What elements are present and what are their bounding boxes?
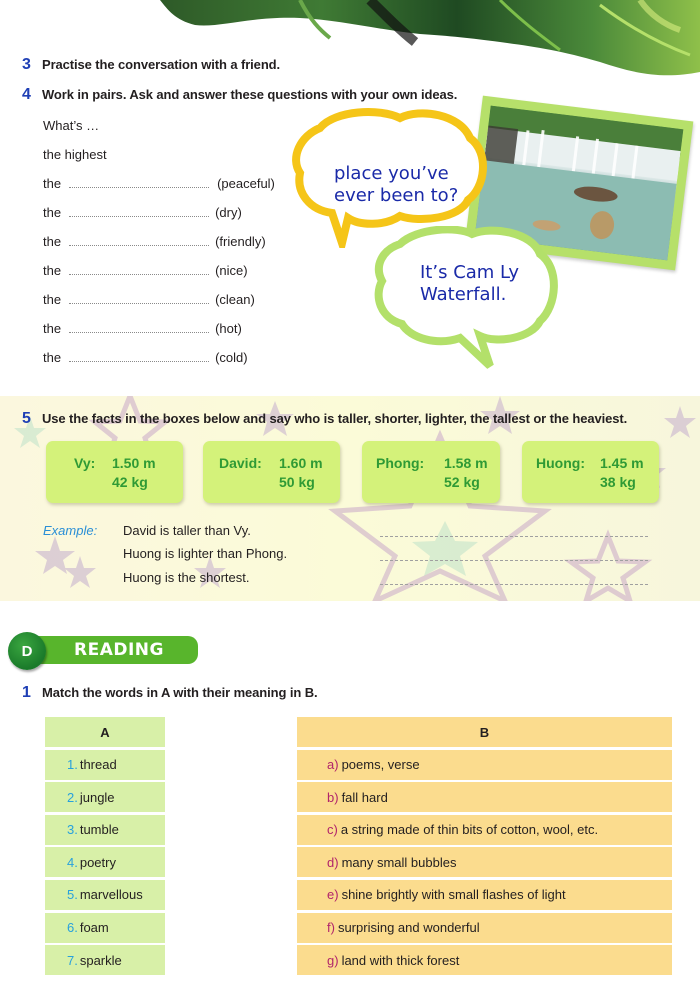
meaning-text: poems, verse — [341, 757, 420, 773]
meaning-text: a string made of thin bits of cotton, wool, etc. — [340, 822, 599, 838]
meaning-item[interactable] — [297, 750, 672, 780]
height-value: 1.50 m — [112, 455, 156, 471]
prefix: the — [43, 234, 62, 249]
answer-blank[interactable] — [69, 178, 209, 188]
word-item[interactable] — [45, 782, 165, 812]
blank-row — [43, 176, 275, 191]
answer-blank[interactable] — [69, 323, 209, 333]
fact-box-huong — [522, 441, 659, 503]
prefix: the — [43, 292, 62, 307]
word-item[interactable] — [45, 945, 165, 975]
bubble-line: It’s Cam Ly — [420, 262, 520, 283]
column-header: B — [297, 717, 672, 747]
adjective-hint: (hot) — [215, 321, 242, 336]
person-name: David: — [219, 455, 262, 471]
item-index: a) — [327, 757, 339, 773]
instruction-text: Practise the conversation with a friend. — [42, 57, 281, 72]
meaning-item[interactable] — [297, 815, 672, 845]
answer-blank[interactable] — [69, 352, 209, 362]
item-index: f) — [327, 920, 335, 936]
adjective-hint: (friendly) — [215, 234, 266, 249]
instruction-text: Work in pairs. Ask and answer these questions with your own ideas. — [42, 87, 458, 102]
column-b-meanings — [297, 717, 672, 978]
reading-q1-instruction — [22, 684, 318, 702]
answer-blank[interactable] — [69, 236, 209, 246]
adjective-hint: (clean) — [215, 292, 255, 307]
answer-line[interactable] — [380, 560, 648, 561]
prefix: the — [43, 263, 62, 278]
example-sentence: David is taller than Vy. — [123, 523, 251, 538]
prompt-text: What’s … — [43, 118, 100, 133]
item-index: 6. — [67, 920, 78, 936]
fact-box-phong — [362, 441, 500, 503]
meaning-item[interactable] — [297, 880, 672, 910]
column-a-words — [45, 717, 165, 978]
question-bubble-text — [334, 163, 458, 207]
section-number: 5 — [22, 410, 31, 427]
answer-line[interactable] — [380, 584, 648, 585]
meaning-item[interactable] — [297, 945, 672, 975]
word-text: marvellous — [79, 887, 143, 903]
adjective-hint: (peaceful) — [217, 176, 275, 191]
adjective-hint: (nice) — [215, 263, 248, 278]
word-text: sparkle — [79, 952, 122, 968]
word-text: jungle — [79, 789, 115, 805]
instruction-text: Match the words in A with their meaning in B. — [42, 685, 318, 700]
meaning-item[interactable] — [297, 782, 672, 812]
item-index: 3. — [67, 822, 78, 838]
meaning-text: land with thick forest — [341, 952, 460, 968]
bubble-line: Waterfall. — [420, 284, 507, 305]
item-index: 5. — [67, 887, 78, 903]
section-3-instruction — [22, 56, 280, 74]
answer-blank[interactable] — [69, 207, 209, 217]
word-text: poetry — [79, 854, 116, 870]
blank-row — [43, 205, 242, 220]
example-sentence: Huong is lighter than Phong. — [123, 546, 288, 561]
example-line: the highest — [43, 147, 107, 162]
answer-bubble-text — [420, 262, 519, 306]
weight-value: 42 kg — [112, 474, 148, 490]
item-index: 4. — [67, 854, 78, 870]
adjective-hint: (cold) — [215, 350, 248, 365]
height-value: 1.60 m — [279, 455, 323, 471]
blank-row — [43, 350, 248, 365]
bubble-line: place you’ve — [334, 163, 449, 184]
section-4-instruction — [22, 86, 457, 104]
answer-blank[interactable] — [69, 265, 209, 275]
section-number: 1 — [22, 684, 31, 701]
item-index: d) — [327, 854, 339, 870]
fact-box-david — [203, 441, 340, 503]
example-sentence: Huong is the shortest. — [123, 570, 250, 585]
person-name: Phong: — [376, 455, 425, 471]
meaning-text: many small bubbles — [341, 854, 457, 870]
meaning-item[interactable] — [297, 847, 672, 877]
word-text: thread — [79, 757, 117, 773]
section-badge: D — [8, 632, 46, 670]
adjective-hint: (dry) — [215, 205, 242, 220]
item-index: c) — [327, 822, 338, 838]
item-index: b) — [327, 789, 339, 805]
section-number: 3 — [22, 56, 31, 73]
item-index: e) — [327, 887, 339, 903]
meaning-item[interactable] — [297, 913, 672, 943]
weight-value: 52 kg — [444, 474, 480, 490]
blank-row — [43, 321, 242, 336]
answer-blank[interactable] — [69, 294, 209, 304]
word-item[interactable] — [45, 847, 165, 877]
weight-value: 50 kg — [279, 474, 315, 490]
prefix: the — [43, 205, 62, 220]
prefix: the — [43, 176, 62, 191]
meaning-text: shine brightly with small flashes of light — [341, 887, 566, 903]
answer-line[interactable] — [380, 536, 648, 537]
section-number: 4 — [22, 86, 31, 103]
height-value: 1.45 m — [600, 455, 644, 471]
blank-row — [43, 292, 255, 307]
meaning-text: fall hard — [341, 789, 388, 805]
item-index: 7. — [67, 952, 78, 968]
section-title: READING — [74, 640, 164, 660]
word-text: foam — [79, 920, 109, 936]
section-5-instruction — [22, 410, 627, 428]
weight-value: 38 kg — [600, 474, 636, 490]
blank-row — [43, 263, 248, 278]
prefix: the — [43, 321, 62, 336]
column-header: A — [45, 717, 165, 747]
person-name: Vy: — [74, 455, 96, 471]
word-item[interactable] — [45, 815, 165, 845]
word-text: tumble — [79, 822, 119, 838]
prefix: the — [43, 350, 62, 365]
instruction-text: Use the facts in the boxes below and say who is taller, shorter, lighter, the tallest or the heaviest. — [42, 411, 628, 426]
word-item[interactable] — [45, 880, 165, 910]
bubble-line: ever been to? — [334, 185, 459, 206]
word-item[interactable] — [45, 750, 165, 780]
blank-row — [43, 234, 266, 249]
item-index: 2. — [67, 789, 78, 805]
meaning-text: surprising and wonderful — [337, 920, 480, 936]
person-name: Huong: — [536, 455, 585, 471]
word-item[interactable] — [45, 913, 165, 943]
fact-box-vy — [46, 441, 183, 503]
item-index: g) — [327, 952, 339, 968]
height-value: 1.58 m — [444, 455, 488, 471]
item-index: 1. — [67, 757, 78, 773]
example-label: Example: — [43, 523, 98, 538]
